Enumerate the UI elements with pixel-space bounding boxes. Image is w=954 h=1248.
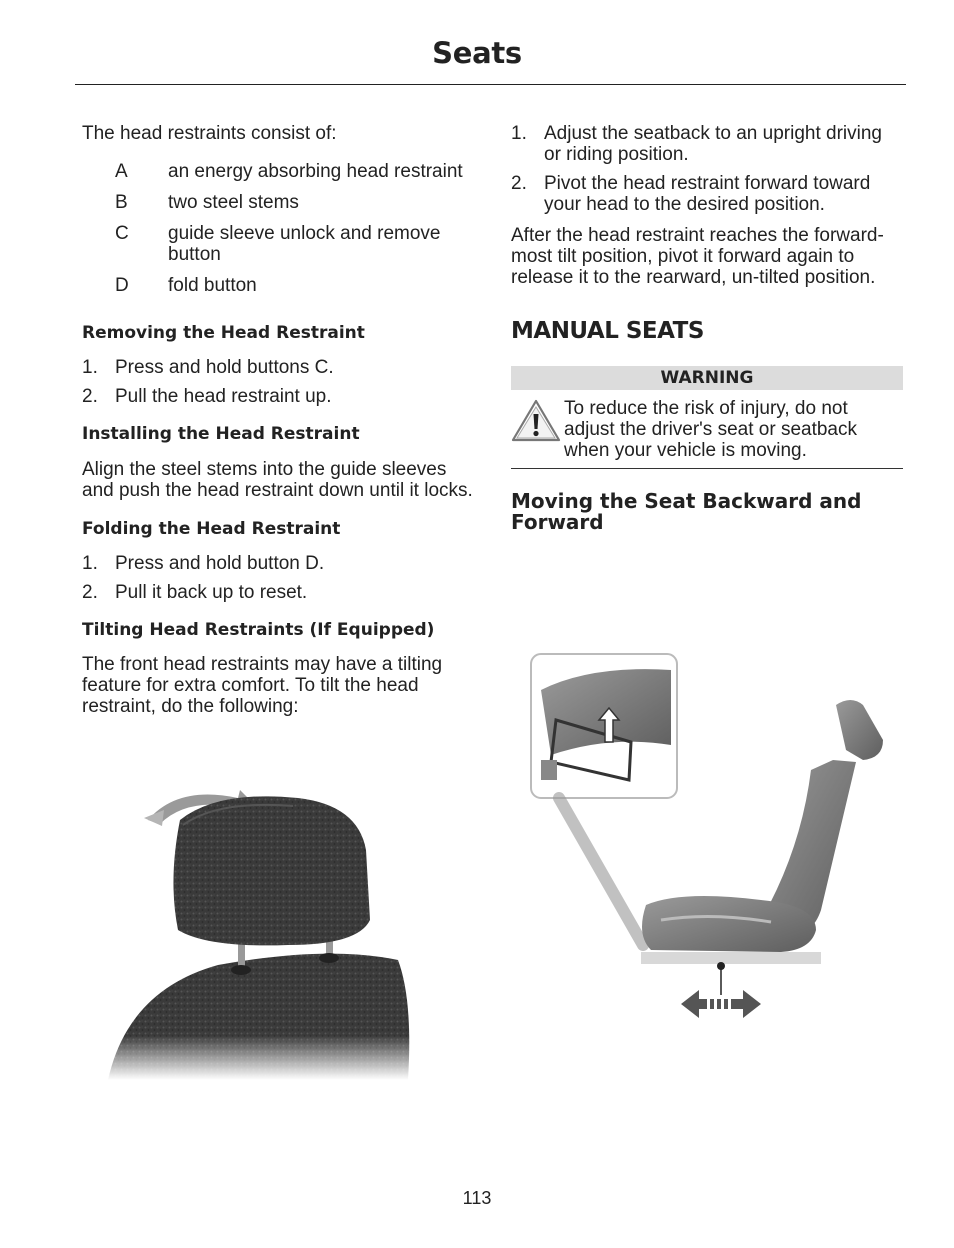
left-column xyxy=(82,118,474,717)
removing-heading: Removing the Head Restraint xyxy=(82,323,365,343)
tilting-text: The front head restraints may have a tilting feature for extra comfort. To tilt the head restraint, do the following: xyxy=(82,654,443,717)
list-item: C guide sleeve unlock and remove button xyxy=(115,223,441,265)
warning-text: To reduce the risk of injury, do not adjust the driver's seat or seatback when your vehicle is moving. xyxy=(564,398,857,461)
tilt-steps xyxy=(511,123,903,215)
removing-steps xyxy=(82,357,474,407)
page-number: 113 xyxy=(462,1188,492,1208)
warning-box xyxy=(511,366,903,469)
parts-list xyxy=(82,161,474,296)
warning-triangle-icon xyxy=(511,398,564,461)
right-column xyxy=(511,118,903,533)
warning-divider xyxy=(511,468,903,469)
installing-text: Align the steel stems into the guide sleeves and push the head restraint down until it locks. xyxy=(82,459,473,501)
title-divider xyxy=(75,84,906,85)
list-item: A an energy absorbing head restraint xyxy=(115,161,463,182)
folding-heading: Folding the Head Restraint xyxy=(82,519,341,539)
tilt-release-text: After the head restraint reaches the forward-most tilt position, pivot it forward again to release it to the rearward, un-tilted position. xyxy=(511,225,884,288)
list-item: 1. Press and hold buttons C. xyxy=(82,357,334,378)
parts-intro: The head restraints consist of: xyxy=(82,123,337,144)
list-item: B two steel stems xyxy=(115,192,299,213)
list-item: 2. Pivot the head restraint forward toward your head to the desired position. xyxy=(511,173,871,215)
list-item: 2. Pull the head restraint up. xyxy=(82,386,332,407)
page-title: Seats xyxy=(432,36,522,70)
list-item: 2. Pull it back up to reset. xyxy=(82,582,308,603)
list-item: D fold button xyxy=(115,275,257,296)
tilting-heading: Tilting Head Restraints (If Equipped) xyxy=(82,620,435,640)
section-title: MANUAL SEATS xyxy=(511,318,704,344)
list-item: 1. Press and hold button D. xyxy=(82,553,325,574)
installing-heading: Installing the Head Restraint xyxy=(82,424,360,444)
seat-adjust-illustration xyxy=(511,650,891,1030)
moving-heading: Moving the Seat Backward and Forward xyxy=(511,489,862,534)
head-restraint-illustration xyxy=(108,780,428,1080)
warning-label: WARNING xyxy=(511,366,903,390)
folding-steps xyxy=(82,553,474,603)
list-item: 1. Adjust the seatback to an upright driving or riding position. xyxy=(511,123,882,165)
